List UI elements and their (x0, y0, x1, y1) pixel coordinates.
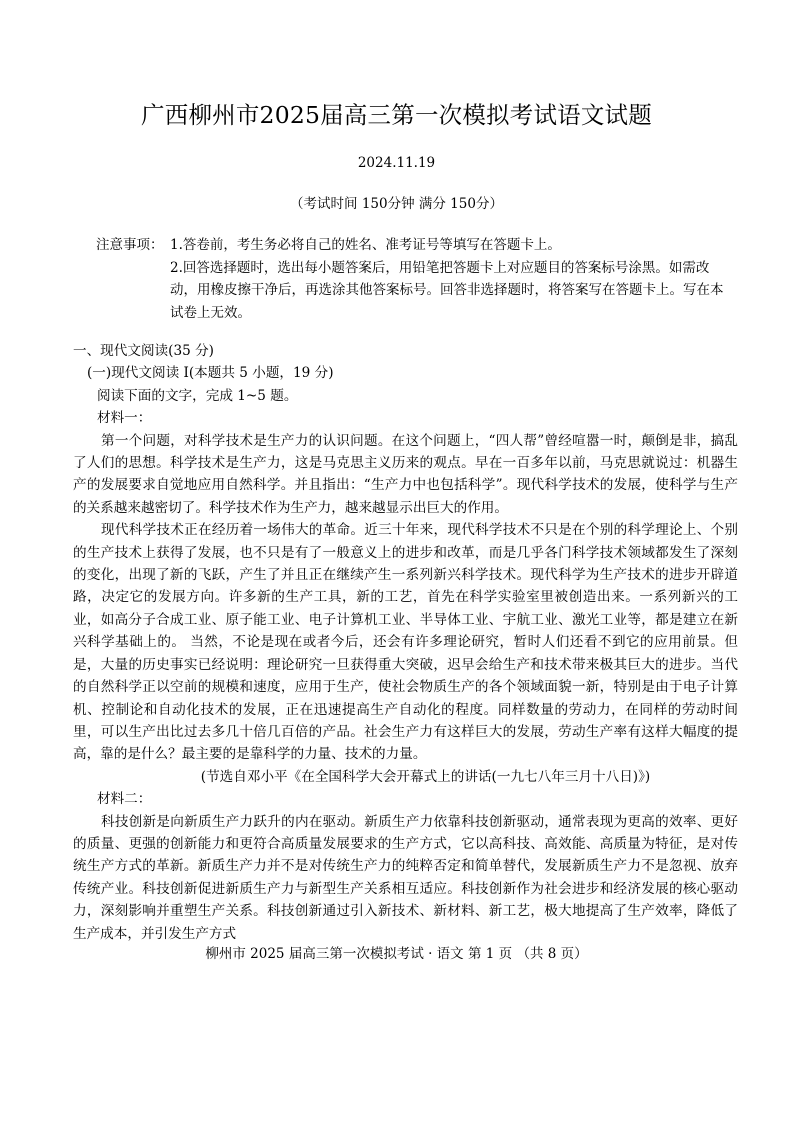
notice-item-2: 2.回答选择题时，选出每小题答案后，用铅笔把答题卡上对应题目的答案标号涂黑。如需改动，用橡皮擦干净后，再选涂其他答案标号。回答非选择题时，将答案写在答题卡上。写在本试卷上无效。 (170, 259, 724, 321)
material2-paragraph: 科技创新是向新质生产力跃升的内在驱动。新质生产力依靠科技创新驱动，通常表现为更高的效率、更好的质量、更强的创新能力和更符合高质量发展要求的生产方式，它以高科技、高效能、高质量为特征，是对传统生产方式的革新。新质生产力并不是对传统生产力的纯粹否定和简单替代，发展新质生产力不是忽视、放弃传统产业。科技创新促进新质生产力与新型生产关系相互适应。科技创新作为社会进步和经济发展的核心驱动力，深刻影响并重塑生产关系。科技创新通过引入新技术、新材料、新工艺，极大地提高了生产效率，降低了生产成本，并引发生产方式 (73, 813, 738, 942)
notice-item-1: 1.答卷前，考生务必将自己的姓名、准考证号等填写在答题卡上。 (170, 237, 561, 253)
material1-paragraph: 现代科学技术正在经历着一场伟大的革命。近三十年来，现代科学技术不只是在个别的科学理论上、个别的生产技术上获得了发展，也不只是有了一般意义上的进步和改革，而是几乎各门科学技术领域都发生了深刻的变化，出现了新的飞跃，产生了并且正在继续产生一系列新兴科学技术。现代科学为生产技术的进步开辟道路，决定它的发展方向。许多新的生产工具，新的工艺，首先在科学实验室里被创造出来。一系列新兴的工业，如高分子合成工业、原子能工业、电子计算机工业、半导体工业、宇航工业、激光工业等，都是建立在新兴科学基础上的。 当然，不论是现在或者今后，还会有许多理论研究，暂时人们还看不到它的应用前景。但是，大量的历史事实已经说明：理论研究一旦获得重大突破，迟早会给生产和技术带来极其巨大的进步。当代的自然科学正以空前的规模和速度，应用于生产，使社会物质生产的各个领域面貌一新，特别是由于电子计算机、控制论和自动化技术的发展，正在迅速提高生产自动化的程度。同样数量的劳动力，在同样的劳动时间里，可以生产出比过去多几十倍几百倍的产品。社会生产力有这样巨大的发展，劳动生产率有这样大幅度的提高，靠的是什么？最主要的是靠科学的力量、技术的力量。 (73, 522, 738, 763)
reading-section (73, 340, 738, 945)
instruction-text: 阅读下面的文字，完成 1~5 题。 (97, 387, 298, 404)
material2-label: 材料二： (97, 791, 152, 808)
notice-label: 注意事项： (96, 237, 164, 253)
exam-date: 2024.11.19 (357, 155, 436, 171)
section-subheading: (一)现代文阅读 I(本题共 5 小题，19 分) (87, 365, 334, 382)
section-heading: 一、现代文阅读(35 分) (73, 343, 214, 359)
material1-label: 材料一： (97, 410, 152, 427)
page-footer: 柳州市 2025 届高三第一次模拟考试 · 语文 第 1 页 （共 8 页） (205, 946, 588, 962)
material1-paragraph: 第一个问题，对科学技术是生产力的认识问题。在这个问题上，“四人帮”曾经喧嚣一时，颠倒是非，搞乱了人们的思想。科学技术是生产力，这是马克思主义历来的观点。早在一百多年以前，马克思就说过：机器生产的发展要求自觉地应用自然科学。并且指出：“生产力中也包括科学”。现代科学技术的发展，使科学与生产的关系越来越密切了。科学技术作为生产力，越来越显示出巨大的作用。 (73, 432, 738, 516)
material1-source: (节选自邓小平《在全国科学大会开幕式上的讲话(一九七八年三月十八日)》) (200, 768, 651, 785)
exam-time-info: （考试时间 150分钟 满分 150分） (290, 196, 503, 212)
page-title: 广西柳州市2025届高三第一次模拟考试语文试题 (141, 101, 652, 129)
